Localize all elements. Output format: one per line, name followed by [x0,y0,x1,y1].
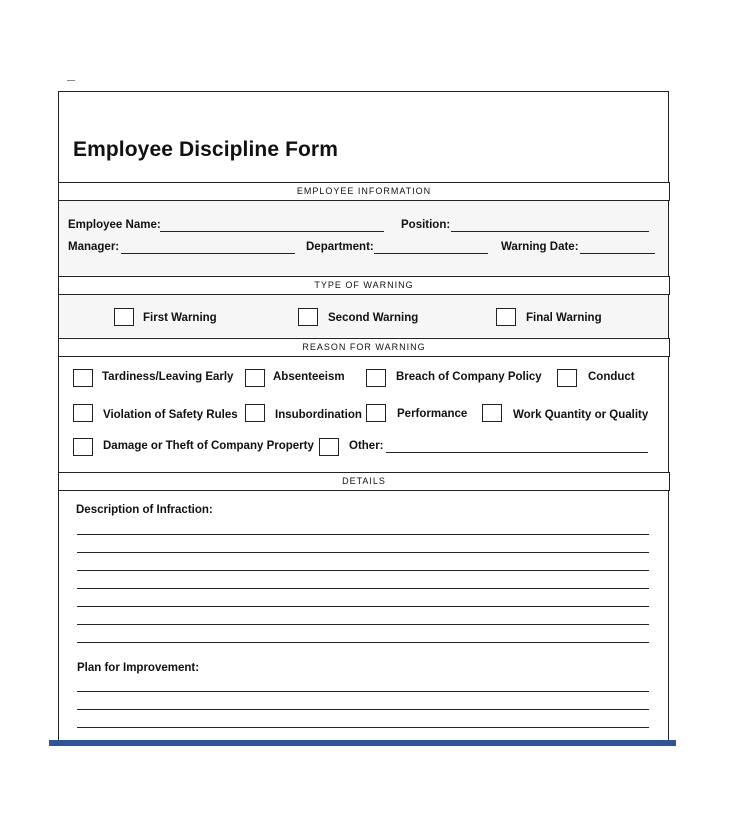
plan-line[interactable] [77,691,649,692]
warning-date-label: Warning Date: [501,241,579,253]
tardiness-label: Tardiness/Leaving Early [102,371,234,383]
position-field[interactable] [451,231,649,232]
absenteeism-label: Absenteeism [273,371,345,383]
description-line[interactable] [77,642,649,643]
manager-label: Manager: [68,241,120,253]
breach-of-policy-checkbox[interactable] [366,369,386,387]
section-type-of-warning: TYPE OF WARNING [58,276,670,295]
other-label: Other: [349,440,384,452]
insubordination-label: Insubordination [275,409,362,421]
department-field[interactable] [374,253,488,254]
first-warning-label: First Warning [143,312,217,324]
performance-checkbox[interactable] [366,404,386,422]
description-line[interactable] [77,552,649,553]
final-warning-checkbox[interactable] [496,308,516,326]
position-label: Position: [401,219,451,231]
conduct-label: Conduct [588,371,635,383]
section-reason-for-warning: REASON FOR WARNING [58,338,670,357]
second-warning-checkbox[interactable] [298,308,318,326]
description-line[interactable] [77,534,649,535]
work-quantity-checkbox[interactable] [482,404,502,422]
warning-date-field[interactable] [580,253,655,254]
tardiness-checkbox[interactable] [73,369,93,387]
final-warning-label: Final Warning [526,312,602,324]
accent-footer-bar [49,740,676,746]
description-line[interactable] [77,570,649,571]
work-quantity-label: Work Quantity or Quality [513,409,649,421]
safety-rules-checkbox[interactable] [73,404,93,422]
section-employee-information: EMPLOYEE INFORMATION [58,182,670,201]
department-label: Department: [306,241,374,253]
description-line[interactable] [77,624,649,625]
other-checkbox[interactable] [319,438,339,456]
description-line[interactable] [77,606,649,607]
damage-theft-label: Damage or Theft of Company Property [103,440,314,452]
employee-name-field[interactable] [160,231,384,232]
plan-line[interactable] [77,709,649,710]
manager-field[interactable] [121,253,295,254]
absenteeism-checkbox[interactable] [245,369,265,387]
plan-line[interactable] [77,727,649,728]
performance-label: Performance [397,408,468,420]
plan-label: Plan for Improvement: [77,662,200,674]
employee-info-band [59,201,668,275]
breach-of-policy-label: Breach of Company Policy [396,371,542,383]
damage-theft-checkbox[interactable] [73,438,93,456]
second-warning-label: Second Warning [328,312,419,324]
top-dash-mark [67,80,75,81]
description-label: Description of Infraction: [76,504,213,516]
other-field[interactable] [386,452,648,453]
first-warning-checkbox[interactable] [114,308,134,326]
form-title: Employee Discipline Form [73,138,338,161]
description-line[interactable] [77,588,649,589]
insubordination-checkbox[interactable] [245,404,265,422]
employee-name-label: Employee Name: [68,219,161,231]
section-details: DETAILS [58,472,670,491]
conduct-checkbox[interactable] [557,369,577,387]
safety-rules-label: Violation of Safety Rules [103,409,238,421]
